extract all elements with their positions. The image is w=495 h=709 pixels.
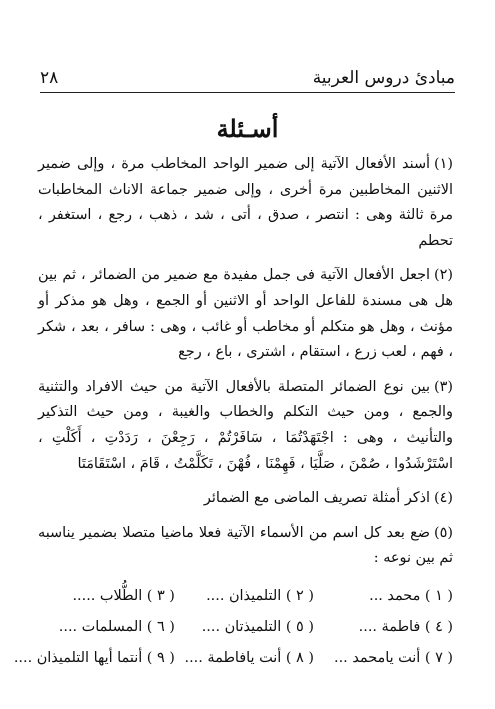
exercise-item: ( ٨ ) أنت يافاطمة .... bbox=[184, 649, 314, 666]
question-text: ضع بعد كل اسم من الأسماء الآتية فعلا ماضيا متصلا بضمير يناسبه ثم بين نوعه : bbox=[38, 524, 453, 567]
question-text: أسند الأفعال الآتية إلى ضمير الواحد المخاطب مرة ، وإلى ضمير الاثنين المخاطبين مرة أخرى ، وإلى ضمير جماعة الاناث المخاطبات مرة ثالثة وهى : انتصر ، صدق ، أتى ، شد ، ذهب ، رجع ، استغفر ، تحطم bbox=[38, 156, 453, 249]
question-number: (٥) bbox=[434, 524, 453, 541]
question-4 bbox=[38, 486, 453, 512]
exercise-row bbox=[38, 581, 453, 612]
page-header bbox=[40, 62, 455, 88]
question-text: بين نوع الضمائر المتصلة بالأفعال الآتية من حيث الافراد والتثنية والجمع ، ومن حيث التكلم والخطاب والغيبة ، ومن حيث التذكير والتأنيث ، وهى : اجْتَهَدْتُمَا ، سَافَرْتُمْ ، رَجِعْنَ ، رَدَدْتِ ، أَكَلْتِ ، اسْتَرْشَدُوا ، صُمْنَ ، صَلَّيَا ، فَهِمْنَا ، فُهْنَ ، تَكَلَّمْتُ ، قَامَ ، اسْتَقَامَتَا bbox=[38, 378, 453, 472]
question-3 bbox=[38, 375, 453, 477]
section-title: أسـئلة bbox=[216, 114, 279, 143]
question-number: (٢) bbox=[434, 267, 453, 284]
running-title: مبادئ دروس العربية bbox=[312, 68, 455, 88]
question-text: اذكر أمثلة تصريف الماضى مع الضمائر bbox=[203, 490, 431, 507]
exercise-item: ( ٣ ) الطُّلاب ..... bbox=[72, 587, 175, 604]
question-1 bbox=[38, 152, 453, 254]
exercise-item: ( ٥ ) التلميذتان .... bbox=[201, 618, 314, 635]
exercise-row bbox=[13, 643, 453, 674]
page-number: ٢٨ bbox=[40, 68, 59, 88]
exercise-item: ( ٤ ) فاطمة .... bbox=[358, 618, 453, 635]
question-number: (٣) bbox=[434, 378, 453, 395]
header-rule bbox=[40, 92, 455, 93]
question-text: اجعل الأفعال الآتية فى جمل مفيدة مع ضمير من الضمائر ، ثم بين هل هى مسندة للفاعل الواحد أو الاثنين أو الجمع ، وهل هو مذكر أو مؤنث ، وهل هو متكلم أو مخاطب أو غائب ، وهى : سافر ، بعد ، شكر ، فهم ، لعب زرع ، استقام ، اشترى ، باع ، رجع bbox=[38, 267, 453, 361]
exercise-item: ( ١ ) محمد ... bbox=[369, 587, 453, 604]
question-number: (٤) bbox=[434, 490, 453, 507]
exercise-item: ( ٦ ) المسلمات .... bbox=[58, 618, 175, 635]
question-number: (١) bbox=[434, 156, 453, 172]
exercise-item: ( ٩ ) أنتما أيها التلميذان .... bbox=[13, 649, 175, 666]
questions-body bbox=[13, 152, 453, 674]
exercise-item: ( ٧ ) أنت يامحمد ... bbox=[334, 649, 453, 666]
exercise-item: ( ٢ ) التلميذان .... bbox=[206, 587, 314, 604]
exercise-grid bbox=[13, 581, 453, 674]
question-2 bbox=[38, 263, 453, 365]
exercise-row bbox=[38, 612, 453, 643]
question-5 bbox=[38, 521, 453, 572]
